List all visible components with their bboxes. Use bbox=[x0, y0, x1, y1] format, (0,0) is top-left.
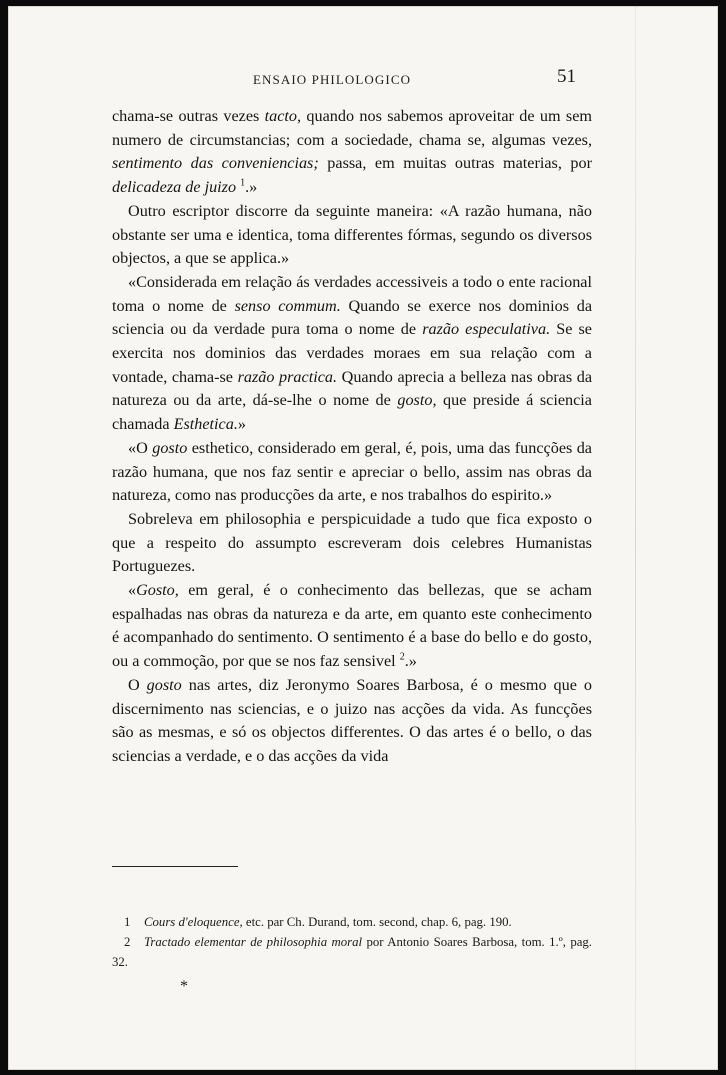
running-head: ENSAIO PHILOLOGICO bbox=[253, 72, 412, 87]
italic-text: razão practica. bbox=[237, 367, 338, 386]
text-run: chama-se outras vezes bbox=[112, 107, 265, 125]
italic-text: gosto bbox=[152, 438, 188, 457]
text-run: «Considerada em relação ás verdades accessiveis a todo o ente racional toma o nome de bbox=[112, 272, 592, 315]
footnote-separator bbox=[112, 866, 238, 867]
paragraph bbox=[112, 200, 592, 271]
italic-text: Tractado elementar de philosophia moral bbox=[144, 935, 363, 949]
text-run: Outro escriptor discorre da seguinte maneira: «A razão humana, não obstante ser uma e identica, toma differentes fórmas, segundo os diversos objectos, a que se applica.» bbox=[112, 201, 592, 268]
text-run: Sobreleva em philosophia e perspicuidade a tudo que fica exposto o que a respeito do assumpto escreveram dois celebres Humanistas Portuguezes. bbox=[112, 509, 592, 576]
text-run: passa, em muitas outras materias, por bbox=[318, 154, 592, 173]
page-header bbox=[103, 66, 576, 94]
paragraph bbox=[112, 674, 592, 769]
page-number: 51 bbox=[557, 66, 576, 87]
footnote bbox=[112, 912, 592, 932]
page-crease bbox=[635, 6, 636, 1070]
paragraph bbox=[112, 437, 592, 508]
paragraph bbox=[112, 105, 592, 200]
text-run: Quando se exerce nos dominios da sciencia ou da verdade pura toma o nome de bbox=[112, 296, 593, 339]
footnote bbox=[112, 932, 592, 972]
text-run: .» bbox=[404, 652, 417, 671]
text-run: « bbox=[128, 581, 137, 600]
footnote-number: 1 bbox=[124, 915, 131, 929]
text-run: em geral, é o conhecimento das bellezas, que se acham espalhadas nas obras da natureza e da arte, em quanto este conhecimento é acompanhado do sentimento. O sentimento é a base do bello e do gosto, ou a commoção, por que se nos faz sensivel bbox=[112, 581, 592, 671]
italic-text: gosto, bbox=[397, 391, 437, 410]
text-run: O bbox=[128, 675, 147, 694]
text-run: que preside á sciencia chamada bbox=[112, 391, 592, 434]
paragraph bbox=[112, 508, 592, 579]
text-run: quando nos sabemos aproveitar de um sem numero de circumstancias; com a sociedade, chama se, algumas vezes, bbox=[112, 107, 593, 149]
italic-text: sentimento das conveniencias; bbox=[112, 154, 319, 173]
body-text bbox=[112, 105, 592, 769]
italic-text: tacto, bbox=[264, 107, 302, 125]
paragraph bbox=[112, 579, 592, 674]
footnote-number: 2 bbox=[124, 935, 131, 949]
text-run: nas artes, diz Jeronymo Soares Barbosa, é o mesmo que o discernimento nas sciencias, e o juizo nas acções da vida. As funcções são as mesmas, e só os objectos differentes. O das artes é o bello, o das sciencias a verdade, e o das acções da vida bbox=[112, 675, 592, 765]
signature-mark: * bbox=[180, 978, 188, 995]
text-run: «O bbox=[128, 438, 153, 457]
text-run: Se se exercita nos dominios das verdades moraes em sua relação com a vontade, chama-se bbox=[112, 320, 592, 386]
text-run: esthetico, considerado em geral, é, pois, uma das funcções da razão humana, que nos faz sentir e apreciar o bello, assim nas obras da natureza, como nas producções da arte, e nos trabalhos do espirito.» bbox=[112, 438, 592, 505]
text-run: Quando aprecia a belleza nas obras da natureza ou da arte, dá-se-lhe o nome de bbox=[112, 367, 593, 410]
paragraph bbox=[112, 271, 592, 437]
book-page bbox=[8, 6, 718, 1070]
italic-text: delicadeza de juizo bbox=[112, 178, 237, 197]
footnote-ref: 1 bbox=[240, 177, 246, 189]
italic-text: gosto bbox=[146, 675, 182, 694]
footnotes bbox=[112, 912, 592, 972]
italic-text: Cours d'eloquence, bbox=[144, 915, 243, 929]
italic-text: Gosto, bbox=[136, 581, 179, 600]
text-run: etc. par Ch. Durand, tom. second, chap. 6, pag. 190. bbox=[242, 915, 512, 929]
text-run: .» bbox=[245, 178, 258, 197]
italic-text: razão especulativa. bbox=[422, 320, 551, 339]
text-run: por Antonio Soares Barbosa, tom. 1.º, pag. 32. bbox=[112, 935, 592, 969]
footnote-ref: 2 bbox=[399, 651, 405, 663]
italic-text: senso commum. bbox=[234, 296, 341, 315]
italic-text: Esthetica. bbox=[173, 415, 238, 434]
text-run: » bbox=[237, 415, 246, 434]
